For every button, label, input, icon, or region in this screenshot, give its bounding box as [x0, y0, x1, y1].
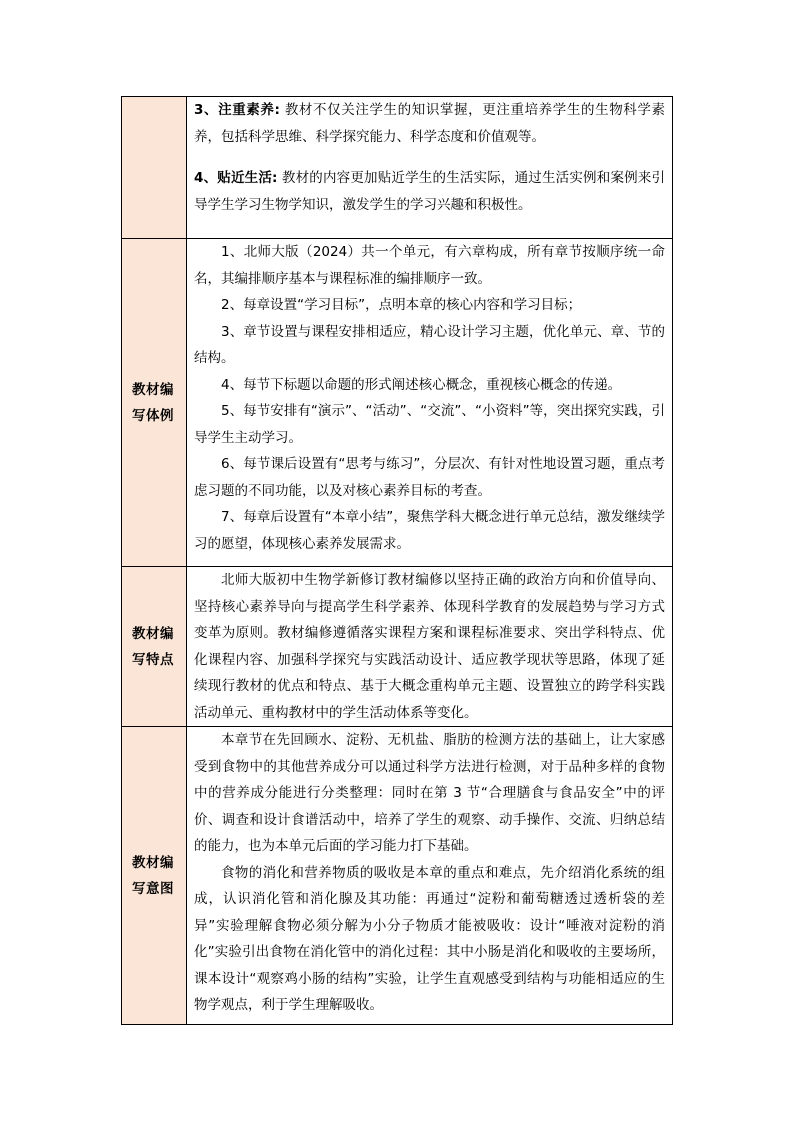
- list-item: 6、每节课后设置有“思考与练习”，分层次、有针对性地设置习题，重点考虑习题的不同功能，以及对核心素养目标的考查。: [194, 456, 665, 499]
- curriculum-table: [121, 96, 673, 1025]
- row-content: [187, 727, 672, 1024]
- row-content: [187, 97, 672, 238]
- paragraph: [194, 165, 665, 218]
- paragraph: 本章节在先回顾水、淀粉、无机盐、脂肪的检测方法的基础上，让大家感受到食物中的其他营养成分可以通过科学方法进行检测，对于品种多样的食物中的营养成分能进行分类整理：同时在第 3 节“合理膳食与食品安全”中的评价、调查和设计食谱活动中，培养了学生的观察、动手操作、交流、归纳总结的能力，也为本单元后面的学习能力打下基础。: [194, 732, 665, 854]
- row-header: [122, 97, 187, 238]
- row-header: 教材编写意图: [122, 727, 187, 1024]
- row-content: [187, 239, 672, 566]
- table-row: [122, 97, 672, 238]
- row-header: 教材编写体例: [122, 239, 187, 566]
- lead-label: 3、注重素养:: [194, 102, 280, 118]
- list-item: 5、每节安排有“演示”、“活动”、“交流”、“小资料”等，突出探究实践，引导学生主动学习。: [194, 403, 665, 446]
- list-item: 3、章节设置与课程安排相适应，精心设计学习主题，优化单元、章、节的结构。: [194, 323, 665, 366]
- list-item: 7、每章后设置有“本章小结”，聚焦学科大概念进行单元总结，激发继续学习的愿望，体现核心素养发展需求。: [194, 509, 665, 552]
- list-item: 1、北师大版（2024）共一个单元，有六章构成，所有章节按顺序统一命名，其编排顺序基本与课程标准的编排顺序一致。: [194, 244, 665, 287]
- paragraph: [194, 97, 665, 150]
- list-item: 4、每节下标题以命题的形式阐述核心概念，重视核心概念的传递。: [221, 376, 622, 393]
- row-content: [187, 567, 672, 726]
- list-item: 2、每章设置“学习目标”，点明本章的核心内容和学习目标；: [221, 297, 582, 313]
- row-header: 教材编写特点: [122, 567, 187, 726]
- lead-label: 4、贴近生活:: [194, 170, 278, 186]
- paragraph: 北师大版初中生物学新修订教材编修以坚持正确的政治方向和价值导向、坚持核心素养导向与提高学生科学素养、体现科学教育的发展趋势与学习方式变革为原则。教材编修遵循落实课程方案和课程标准要求、突出学科特点、优化课程内容、加强科学探究与实践活动设计、适应教学现状等思路，体现了延续现行教材的优点和特点、基于大概念重构单元主题、设置独立的跨学科实践活动单元、重构教材中的学生活动体系等变化。: [194, 572, 665, 721]
- paragraph-text: 教材不仅关注学生的知识掌握，更注重培养学生的生物科学素养，包括科学思维、科学探究能力、科学态度和价值观等。: [194, 102, 665, 145]
- table-row: [122, 566, 672, 726]
- paragraph: 食物的消化和营养物质的吸收是本章的重点和难点，先介绍消化系统的组成，认识消化管和消化腺及其功能：再通过“淀粉和葡萄糖透过透析袋的差异”实验理解食物必须分解为小分子物质才能被吸收：设计“唾液对淀粉的消化”实验引出食物在消化管中的消化过程：其中小肠是消化和吸收的主要场所，课本设计“观察鸡小肠的结构”实验，让学生直观感受到结构与功能相适应的生物学观点，利于学生理解吸收。: [194, 864, 665, 1013]
- table-row: [122, 726, 672, 1024]
- table-row: [122, 238, 672, 566]
- paragraph-text: 教材的内容更加贴近学生的生活实际，通过生活实例和案例来引导学生学习生物学知识，激发学生的学习兴趣和积极性。: [194, 170, 666, 213]
